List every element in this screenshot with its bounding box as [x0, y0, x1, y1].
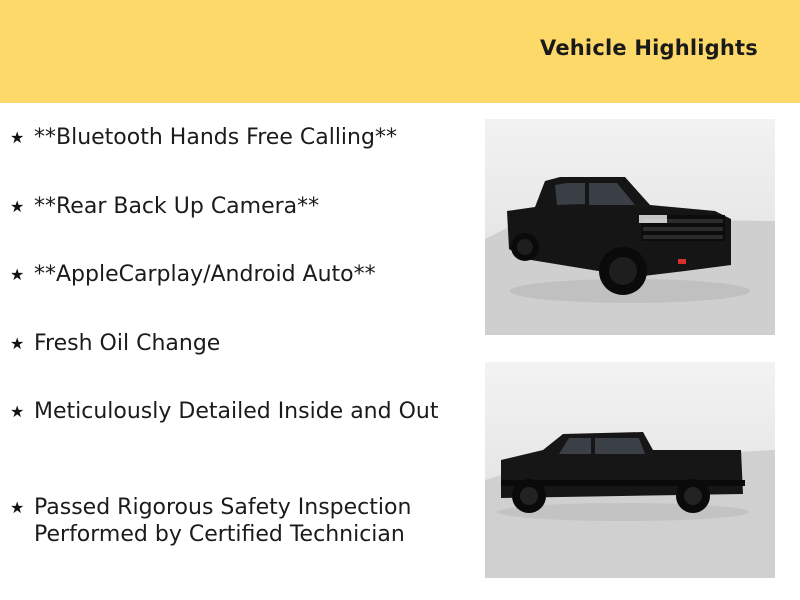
list-item [10, 494, 444, 548]
page-title: Vehicle Highlights [540, 36, 758, 60]
highlight-text: Meticulously Detailed Inside and Out [34, 399, 439, 424]
star-icon: ★ [10, 197, 25, 216]
truck-photo-front [485, 119, 775, 335]
star-icon: ★ [10, 402, 25, 421]
header-banner [0, 0, 800, 103]
highlight-text: **AppleCarplay/Android Auto** [34, 262, 376, 287]
list-item [10, 261, 444, 288]
list-item [10, 193, 444, 220]
highlight-text: Fresh Oil Change [34, 331, 221, 356]
highlight-text: **Bluetooth Hands Free Calling** [34, 125, 397, 150]
highlight-text: Passed Rigorous Safety Inspection Performed by Certified Technician [34, 495, 412, 547]
truck-photo-side [485, 362, 775, 578]
list-item [10, 398, 444, 425]
list-item [10, 330, 444, 357]
star-icon: ★ [10, 265, 25, 284]
highlight-text: **Rear Back Up Camera** [34, 194, 320, 219]
list-item [10, 124, 444, 151]
star-icon: ★ [10, 128, 25, 147]
star-icon: ★ [10, 498, 25, 517]
star-icon: ★ [10, 334, 25, 353]
